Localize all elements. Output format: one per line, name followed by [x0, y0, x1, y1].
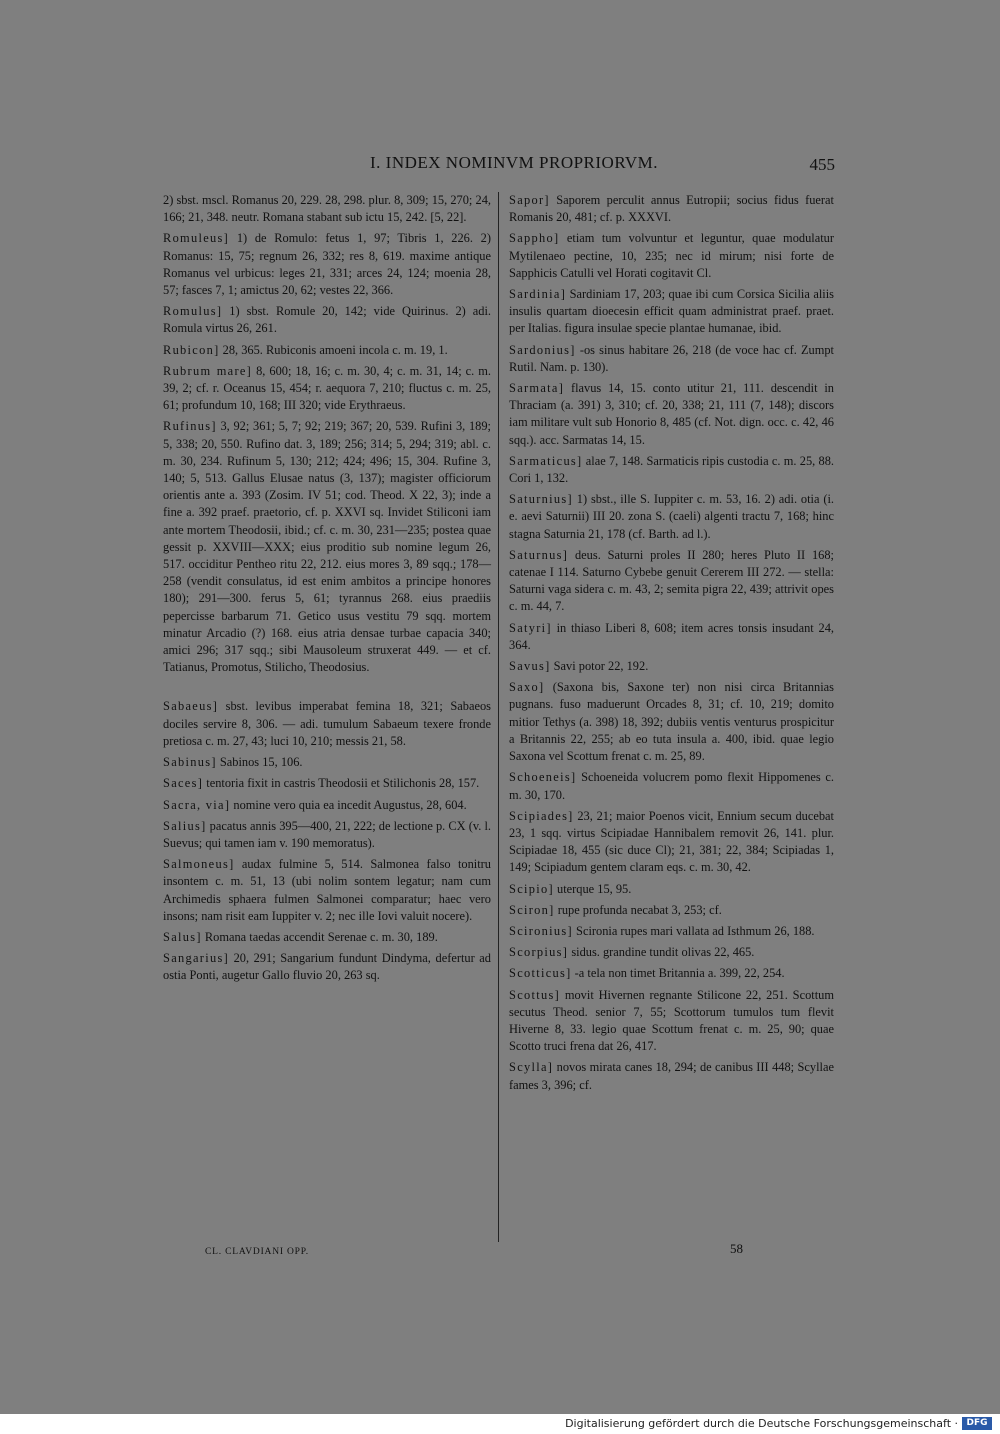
entry-text: 8, 600; 18, 16; c. m. 30, 4; c. m. 31, 14; c. m. 39, 2; cf. r. Oceanus 15, 454; r. aequora 7, 210; fluctus c. m. 25, 61; profundum 10, 168; III 320; vide Erythraeus.: [163, 363, 492, 413]
headword: Salmoneus]: [163, 857, 235, 872]
index-entry: [509, 192, 834, 226]
headword: Sangarius]: [163, 951, 229, 966]
entry-text: flavus 14, 15. conto utitur 21, 111. descendit in Thraciam (a. 391) 3, 310; cf. 20, 338; 21, 111 (7, 148); discors iam militare vult sub Honorio 8, 485 (cf. Not. dign. occ. c. 42, 46 sqq.). acc. Sarmatas 14, 15.: [509, 381, 834, 447]
headword: Sciron]: [509, 902, 555, 917]
entry-text: Scironia rupes mari vallata ad Isthmum 26, 188.: [576, 923, 815, 938]
index-entry: [509, 987, 834, 1056]
index-entry: [163, 230, 491, 299]
headword: Sarmata]: [509, 381, 565, 396]
headword: Scylla]: [509, 1060, 554, 1075]
index-entry: [163, 698, 491, 750]
entry-text: 1) de Romulo: fetus 1, 97; Tibris 1, 226. 2) Romanus: 15, 75; regnum 26, 332; res 8, 619. maxime antique Romanus vel urbicus: leges 21, 331; arces 24, 124; moenia 28, 57; fasces 7, 1; amictus 20, 62; vestes 22, 366.: [163, 231, 491, 298]
column-divider: [498, 192, 499, 1242]
index-entry: [509, 881, 834, 898]
headword: Rubrum mare]: [163, 363, 253, 378]
index-entry: [163, 775, 491, 792]
index-entry: [509, 658, 834, 675]
headword: Sabinus]: [163, 755, 217, 770]
headword: Saturnius]: [509, 492, 573, 507]
index-entry: [163, 950, 491, 984]
index-entry: [163, 856, 491, 925]
headword: Saturnus]: [509, 547, 569, 562]
index-entry: [509, 620, 834, 654]
entry-text: 1) sbst., ille S. Iuppiter c. m. 53, 16. 2) adi. otia (i. e. aevi Saturnii) III 20. zona S. (caeli) algenti tractu 7, 168; hinc stagna Saturnia 21, 178 (cf. Barth. ad l.).: [509, 492, 834, 541]
entry-text: (Saxona bis, Saxone ter) non nisi circa Britannias pugnans. fuso maduerunt Orcades 8, 31; cf. 10, 219; domito mitior Tethys (a. 398) 18, 392; dubiis ventis venturus prospicitur a Britannis 22, 255; ab eo tuta insula a. 400, ibid. quae legio Saxona vel Scottum frenat c. m. 25, 89.: [509, 680, 834, 764]
entry-text: sbst. levibus imperabat femina 18, 321; Sabaeos dociles servire 8, 306. — adi. tumulum Sabaeum texere fronde pretiosa c. m. 27, 43; luci 10, 210; messis 21, 58.: [163, 699, 491, 748]
index-entry: [509, 965, 834, 982]
dfg-logo[interactable]: DFG: [962, 1417, 992, 1430]
entry-text: Savi potor 22, 192.: [553, 659, 649, 674]
index-entry: [163, 418, 491, 676]
index-entry: [509, 1059, 834, 1093]
index-entry: [163, 342, 491, 359]
sheet-number: 58: [730, 1241, 743, 1256]
headword: Rubicon]: [163, 342, 220, 357]
running-title: I. INDEX NOMINVM PROPRIORVM.: [370, 153, 658, 172]
headword: Scipiades]: [509, 808, 574, 823]
entry-text: sidus. grandine tundit olivas 22, 465.: [571, 945, 755, 960]
index-entry: [509, 286, 834, 338]
left-column: [163, 192, 491, 989]
page-number: 455: [809, 155, 835, 174]
entry-text: Sabinos 15, 106.: [219, 755, 303, 770]
index-entry: [509, 230, 834, 282]
index-entry: [509, 380, 834, 449]
entry-text: alae 7, 148. Sarmaticis ripis custodia c. m. 25, 88. Cori 1, 132.: [509, 453, 834, 486]
headword: Sarmaticus]: [509, 453, 583, 468]
entry-text: 28, 365. Rubiconis amoeni incola c. m. 19, 1.: [222, 342, 448, 357]
index-entry: [163, 303, 491, 337]
headword: Scipio]: [509, 881, 554, 896]
index-entry: [163, 797, 491, 814]
headword: Saces]: [163, 776, 204, 791]
index-entry: [509, 769, 834, 803]
index-entry: [509, 491, 834, 543]
entry-text: deus. Saturni proles II 280; heres Pluto II 168; catenae I 114. Saturno Cybebe genuit Cererem III 272. — stella: Saturni vaga sidera c. m. 43, 2; semita pigra 22, 439; attrivit opes c. m. 44, 7.: [509, 547, 834, 614]
headword: Salus]: [163, 929, 202, 944]
right-column: [509, 192, 834, 1098]
headword: Schoeneis]: [509, 770, 577, 785]
headword: Romuleus]: [163, 231, 230, 246]
index-entry: [163, 818, 491, 852]
index-entry: [509, 923, 834, 940]
index-entry: [163, 192, 491, 226]
headword: Sardinia]: [509, 287, 567, 302]
headword: Sardonius]: [509, 342, 576, 357]
entry-text: novos mirata canes 18, 294; de canibus III 448; Scyllae fames 3, 396; cf.: [509, 1060, 834, 1092]
headword: Scotticus]: [509, 966, 572, 981]
entry-text: 23, 21; maior Poenos vicit, Ennium secum ducebat 23, 1 sqq. virtus Scipiadae Hannibalem removit 26, 141. plur. Scipiadae 18, 455 (sic duce Cl); 21, 381; 22, 384; Scipiadas 1, 149; Scipiadum gentem claram eqs. c. m. 30, 42.: [509, 808, 834, 875]
entry-text: -a tela non timet Britannia a. 399, 22, 254.: [574, 966, 785, 981]
funding-notice: Digitalisierung gefördert durch die Deutsche Forschungsgemeinschaft ·: [565, 1417, 958, 1430]
letter-section-gap: [163, 680, 491, 698]
entry-text: etiam tum volvuntur et leguntur, quae modulatur Mytilenaeo pectine, 10, 235; nec id mirum; nisi forte de Sapphicis Catulli vel Horati cogitavit Cl.: [509, 231, 834, 280]
digitization-bar: [0, 1414, 1000, 1434]
headword: Savus]: [509, 659, 551, 674]
headword: Sabaeus]: [163, 699, 219, 714]
index-entry: [509, 902, 834, 919]
headword: Salius]: [163, 818, 207, 833]
headword: Sappho]: [509, 231, 560, 246]
entry-text: Romana taedas accendit Serenae c. m. 30, 189.: [204, 929, 438, 944]
entry-text: tentoria fixit in castris Theodosii et Stilichonis 28, 157.: [206, 776, 480, 791]
index-entry: [163, 929, 491, 946]
index-entry: [509, 679, 834, 765]
headword: Scottus]: [509, 987, 561, 1002]
index-entry: [509, 342, 834, 376]
entry-text: Sardiniam 17, 203; quae ibi cum Corsica Sicilia aliis insulis quartam dioecesin efficit quam administrat praef. praet. per Italias. figura insulae specie plantae humanae, ibid.: [509, 287, 834, 336]
entry-text: audax fulmine 5, 514. Salmonea falso tonitru insontem c. m. 51, 13 (ubi nolim sontem legatur; nam cum Archimedis sphaera fulmen Salmonei comparatur; haec vero insons; nam risit eam Iuppiter v. 2; nec ille Iovi valuit nocere).: [163, 857, 491, 923]
entry-text: 3, 92; 361; 5, 7; 92; 219; 367; 20, 539. Rufini 3, 189; 5, 338; 20, 550. Rufino dat. 3, 189; 256; 314; 5, 294; 319; abl. c. m. 30, 234. Rufinum 5, 130; 212; 424; 496; 15, 304. Rufine 3, 140; 5, 513. Gallus Elusae natus (3, 137); magister officiorum orientis ante a. 393 (Zosim. IV 51; cod. Theod. X 22, 3); inde a fine a. 392 praef. praetorio, cf. p. XXVI sq. Invidet Stiliconi iam ante mortem Theodosii, ibid.; cf. c. m. 30, 231—235; postea quae gessit p. XXVIII—XXX; eius proditio sub nomine legum 26, 517. occiditur Pentheo ritu 22, 212. eius mores 3, 89 sqq.; 178—258 (vendit consulatus, id est enim ambitos a principe honores 180); 291—300. ferus 5, 61; tyrannus 268. eius praediis pepercisse barbarum 71. Getico usus vestitu 79 sqq. mortem minatur Arcadio (?) 168. eius atria densae turbae capacia 340; amici 296; 317 sqq.; sibi Mausoleum struxerat 449. — et cf. Tatianus, Promotus, Stilicho, Theodosius.: [163, 419, 491, 675]
headword: Sacra, via]: [163, 797, 231, 812]
signature-mark: CL. CLAVDIANI OPP.: [205, 1247, 309, 1257]
index-entry: [509, 808, 834, 877]
entry-text: 1) sbst. Romule 20, 142; vide Quirinus. 2) adi. Romula virtus 26, 261.: [163, 304, 491, 336]
index-entry: [163, 363, 491, 415]
entry-text: movit Hivernen regnante Stilicone 22, 251. Scottum secutus Theod. senior 7, 55; Scottorum tumulos tum flevit Hiverne 8, 33. legio quae Scottum frenat c. m. 25, 90; quae Scotto truci frena dat 26, 417.: [509, 987, 834, 1054]
entry-text: uterque 15, 95.: [557, 881, 632, 896]
entry-text: nomine vero quia ea incedit Augustus, 28, 604.: [233, 797, 467, 812]
index-entry: [509, 944, 834, 961]
entry-text: rupe profunda necabat 3, 253; cf.: [557, 902, 722, 917]
headword: Satyri]: [509, 620, 552, 635]
page-header: [160, 153, 835, 179]
index-entry: [163, 754, 491, 771]
headword: Scorpius]: [509, 945, 569, 960]
headword: Rufinus]: [163, 419, 217, 434]
headword: Scironius]: [509, 923, 573, 938]
entry-text: -os sinus habitare 26, 218 (de voce hac cf. Zumpt Rutil. Nam. p. 130).: [509, 342, 834, 374]
entry-text: in thiaso Liberi 8, 608; item acres tonsis insudant 24, 364.: [509, 620, 834, 652]
entry-text: pacatus annis 395—400, 21, 222; de lectione p. CX (v. l. Suevus; qui tamen iam v. 190 memoratus).: [163, 818, 491, 850]
index-entry: [509, 547, 834, 616]
headword: Saxo]: [509, 680, 545, 695]
entry-text: 20, 291; Sangarium fundunt Dindyma, defertur ad ostia Ponti, augetur Gallo fluvio 20, 263 sq.: [163, 951, 491, 983]
entry-text: Saporem perculit annus Eutropii; socius fidus fuerat Romanis 20, 481; cf. p. XXXVI.: [509, 193, 834, 225]
headword: Sapor]: [509, 193, 550, 207]
entry-text: Schoeneida volucrem pomo flexit Hippomenes c. m. 30, 170.: [509, 770, 834, 802]
headword: Romulus]: [163, 304, 223, 319]
index-entry: [509, 453, 834, 487]
entry-text: 2) sbst. mscl. Romanus 20, 229. 28, 298. plur. 8, 309; 15, 270; 24, 166; 21, 348. neutr. Romana stabant sub ictu 15, 242. [5, 22].: [163, 193, 491, 225]
